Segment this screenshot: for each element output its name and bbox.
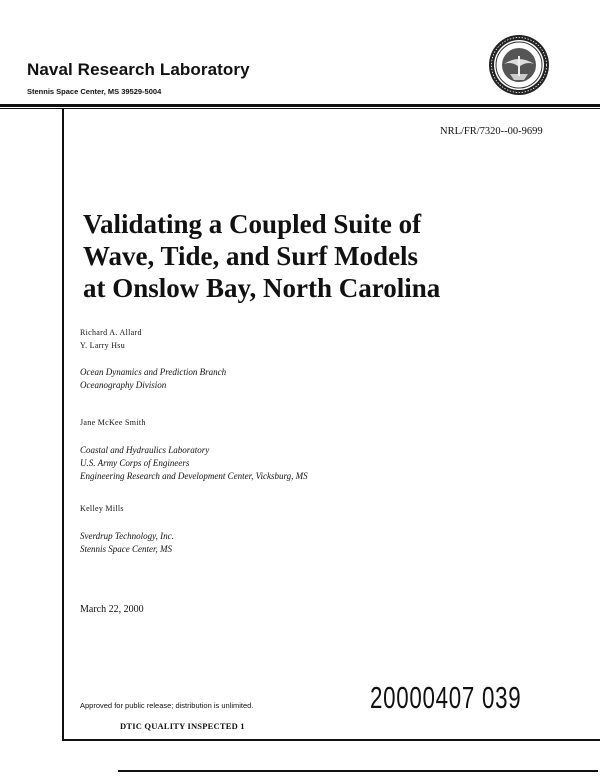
report-number: NRL/FR/7320--00-9699 [440, 126, 543, 137]
affiliation-line: Coastal and Hydraulics Laboratory [80, 445, 210, 455]
author-name: Jane McKee Smith [80, 418, 146, 427]
title-line: Wave, Tide, and Surf Models [83, 241, 419, 271]
affiliation-line: Engineering Research and Development Center, Vicksburg, MS [80, 471, 308, 481]
author-name: Y. Larry Hsu [80, 341, 126, 350]
left-margin-rule [62, 108, 64, 740]
dtic-stamp: DTIC QUALITY INSPECTED 1 [120, 721, 245, 731]
header-rule-thin [0, 108, 600, 109]
report-title [83, 208, 563, 304]
accession-number: 20000407 039 [370, 680, 522, 715]
bottom-rule [62, 739, 600, 741]
affiliation-line: Oceanography Division [80, 380, 167, 390]
title-line: Validating a Coupled Suite of [83, 209, 422, 239]
affiliation-line: U.S. Army Corps of Engineers [80, 458, 190, 468]
lab-address: Stennis Space Center, MS 39529-5004 [27, 87, 162, 96]
lab-name: Naval Research Laboratory [27, 60, 250, 79]
header-rule [0, 104, 600, 107]
distribution-statement: Approved for public release; distribution is unlimited. [80, 701, 254, 710]
report-date: March 22, 2000 [80, 604, 144, 615]
affiliation-line: Sverdrup Technology, Inc. [80, 531, 174, 541]
author-name: Richard A. Allard [80, 328, 142, 337]
navy-seal-icon [488, 34, 550, 96]
affiliation-line: Stennis Space Center, MS [80, 544, 172, 554]
author-name: Kelley Mills [80, 504, 124, 513]
footer-rule [118, 770, 598, 772]
title-line: at Onslow Bay, North Carolina [83, 273, 441, 303]
affiliation-line: Ocean Dynamics and Prediction Branch [80, 367, 227, 377]
